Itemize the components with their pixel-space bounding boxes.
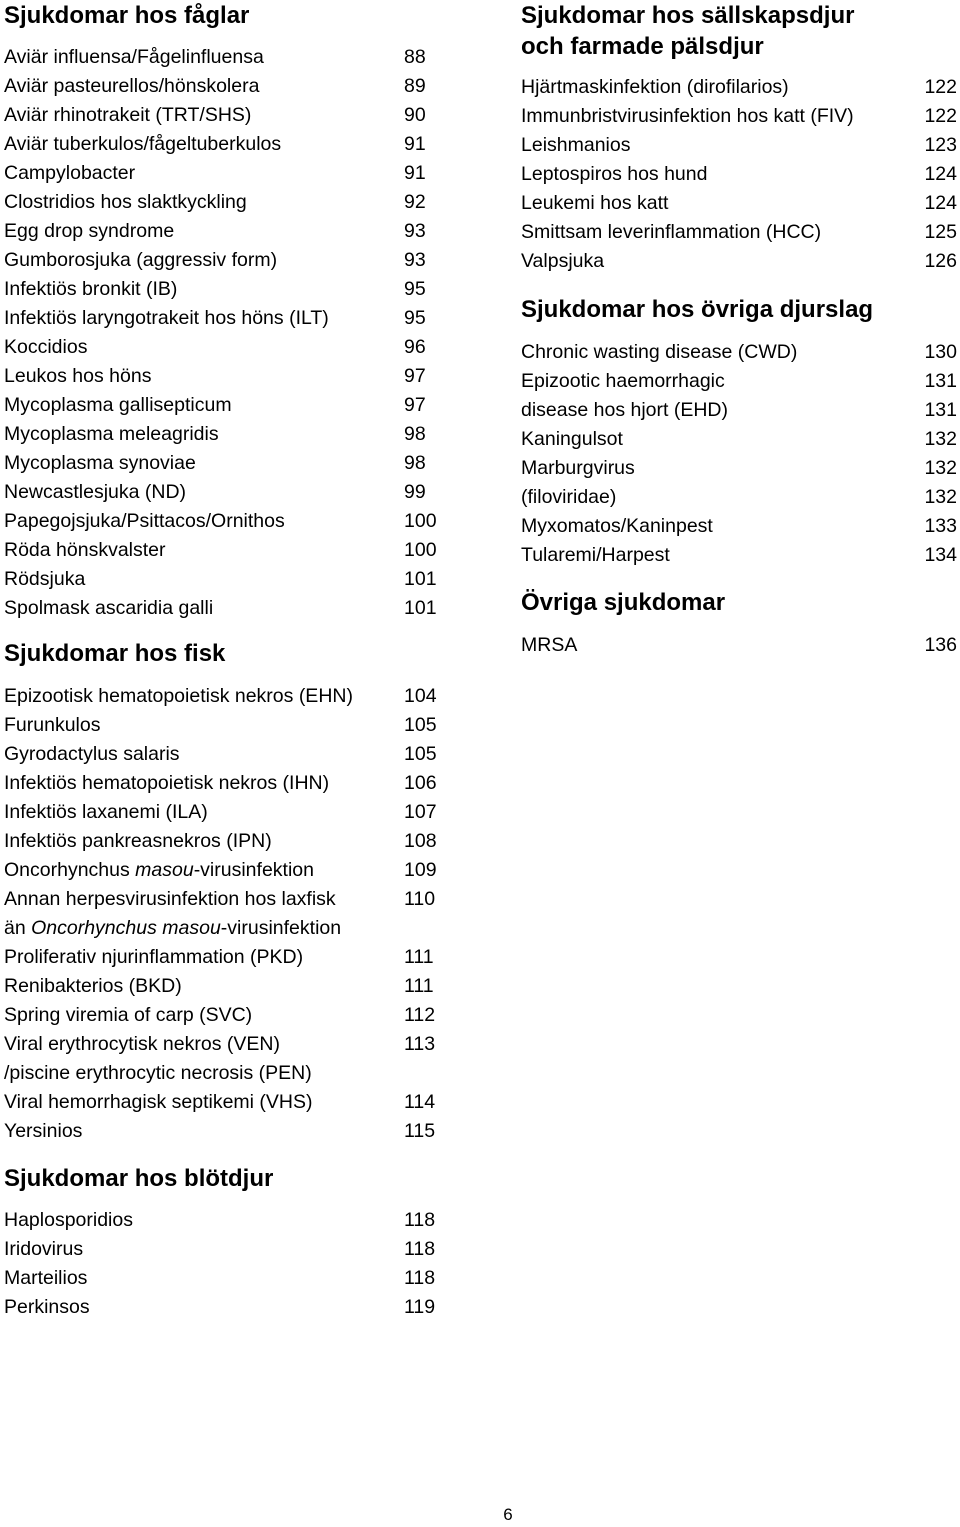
section-title-sjukdomar-hos-ovriga-djurslag: Sjukdomar hos övriga djurslag [521,296,874,323]
toc-entry-title: Infektiös pankreasnekros (IPN) [4,830,272,852]
toc-entry-page: 124 [924,163,957,185]
toc-entry-page: 91 [404,133,426,155]
toc-entry [521,631,960,660]
toc-entry [4,188,444,217]
toc-entry-page: 119 [404,1296,436,1318]
toc-entry-page: 122 [924,105,957,127]
toc-entry-title: Iridovirus [4,1238,84,1260]
toc-entry [4,449,444,478]
toc-entry-page: 91 [404,162,426,184]
toc-entry [521,247,960,276]
toc-entry-title: Haplosporidios [4,1209,133,1231]
section-title-ovriga-sjukdomar: Övriga sjukdomar [521,589,726,616]
toc-entry-title: Mycoplasma gallisepticum [4,394,232,416]
toc-entry-title: Annan herpesvirusinfektion hos laxfisk [4,888,336,910]
toc-entry-page: 133 [924,515,957,537]
toc-entry-page: 98 [404,423,426,445]
toc-entry-title: än Oncorhynchus masou-virusinfektion [4,917,342,939]
toc-entry [4,159,444,188]
toc-entry-title: Marburgvirus [521,457,635,479]
toc-entry-page: 97 [404,394,426,416]
toc-entry [4,420,444,449]
toc-entry [521,102,960,131]
toc-entry-page: 104 [404,685,437,707]
toc-entry-title: MRSA [521,634,578,656]
toc-entry-title: Papegojsjuka/Psittacos/Ornithos [4,510,285,532]
toc-entry [4,565,444,594]
toc-entry-page: 99 [404,481,426,503]
toc-entry [521,160,960,189]
toc-entry [4,1001,444,1030]
toc-entry-page: 123 [924,134,957,156]
toc-entry [521,396,960,425]
toc-entry-page: 115 [404,1120,436,1142]
toc-entry-title: Viral erythrocytisk nekros (VEN) [4,1033,280,1055]
toc-entry-page: 107 [404,801,437,823]
toc-entry-page: 132 [924,486,957,508]
toc-entry-page: 109 [404,859,437,881]
toc-entry [4,972,444,1001]
toc-entry [4,101,444,130]
toc-entry-page: 105 [404,743,437,765]
toc-entry-title: Perkinsos [4,1296,90,1318]
toc-entry-title: Chronic wasting disease (CWD) [521,341,798,363]
toc-entry-page: 131 [924,399,957,421]
toc-entry-page: 108 [404,830,437,852]
toc-entry-title: Oncorhynchus masou-virusinfektion [4,859,314,881]
toc-entry [521,73,960,102]
toc-entry-page: 131 [924,370,957,392]
page-number: 6 [503,1505,513,1524]
toc-entry-title: Leptospiros hos hund [521,163,708,185]
toc-entry-title: Smittsam leverinflammation (HCC) [521,221,822,243]
toc-entry-title: Spring viremia of carp (SVC) [4,1004,253,1026]
toc-entry [521,454,960,483]
toc-entry [4,246,444,275]
toc-entry-title: Epizootic haemorrhagic [521,370,725,392]
toc-entry-title: Aviär influensa/Fågelinfluensa [4,46,264,68]
toc-entry-page: 111 [404,975,434,997]
toc-entry-page: 124 [924,192,957,214]
toc-entry-title: Rödsjuka [4,568,86,590]
toc-entry [4,827,444,856]
toc-entry-page: 90 [404,104,426,126]
toc-entry [4,1030,444,1059]
toc-entry [4,72,444,101]
toc-entry-page: 106 [404,772,437,794]
toc-entry-title: Aviär rhinotrakeit (TRT/SHS) [4,104,252,126]
toc-entry-title: Infektiös laryngotrakeit hos höns (ILT) [4,307,329,329]
toc-entry-title: Yersinios [4,1120,83,1142]
toc-entry [4,711,444,740]
toc-entry-title: disease hos hjort (EHD) [521,399,728,421]
toc-entry [521,483,960,512]
toc-entry-page: 101 [404,597,437,619]
toc-entry [4,1206,444,1235]
toc-entry-title: Epizootisk hematopoietisk nekros (EHN) [4,685,353,707]
toc-entry-title: Leishmanios [521,134,631,156]
toc-entry [4,391,444,420]
toc-entry-page: 89 [404,75,426,97]
toc-entry-title: Mycoplasma meleagridis [4,423,219,445]
toc-entry-page: 113 [404,1033,436,1055]
toc-entry-title: Furunkulos [4,714,101,736]
toc-entry [4,885,444,914]
toc-entry [4,536,444,565]
toc-entry-page: 132 [924,428,957,450]
toc-entry-title: Clostridios hos slaktkyckling [4,191,247,213]
toc-entry-page: 126 [924,250,957,272]
toc-entry-title: Viral hemorrhagisk septikemi (VHS) [4,1091,313,1113]
toc-entry [4,740,444,769]
toc-entry-page: 122 [924,76,957,98]
toc-entry-title: Infektiös laxanemi (ILA) [4,801,208,823]
toc-entry-page: 101 [404,568,437,590]
toc-entry [4,682,444,711]
toc-entry [4,507,444,536]
toc-entry-title: Myxomatos/Kaninpest [521,515,713,537]
toc-entry [521,338,960,367]
toc-entry [521,131,960,160]
toc-entry-title: Gyrodactylus salaris [4,743,180,765]
toc-entry [4,478,444,507]
toc-entry-title: Kaningulsot [521,428,623,450]
toc-entry-title: Marteilios [4,1267,88,1289]
toc-entry [521,367,960,396]
toc-entry-title: Koccidios [4,336,88,358]
toc-entry-page: 95 [404,278,426,300]
toc-entry-title: /piscine erythrocytic necrosis (PEN) [4,1062,312,1084]
toc-entry [4,217,444,246]
toc-entry [521,541,960,570]
toc-entry [4,856,444,885]
toc-entry [521,218,960,247]
toc-entry-page: 98 [404,452,426,474]
toc-entry [4,333,444,362]
toc-entry [4,43,444,72]
toc-entry [4,769,444,798]
toc-entry-title: Tularemi/Harpest [521,544,670,566]
toc-entry-title: Aviär tuberkulos/fågeltuberkulos [4,133,282,155]
toc-entry-title: Infektiös bronkit (IB) [4,278,178,300]
toc-entry [4,130,444,159]
toc-entry-page: 100 [404,510,437,532]
toc-entry-page: 97 [404,365,426,387]
toc-entry-title: Renibakterios (BKD) [4,975,182,997]
toc-entry-page: 100 [404,539,437,561]
toc-entry [4,1293,444,1322]
toc-entry-title: Röda hönskvalster [4,539,166,561]
toc-entry-title: Proliferativ njurinflammation (PKD) [4,946,304,968]
toc-entry-page: 125 [924,221,957,243]
toc-entry-title: Newcastlesjuka (ND) [4,481,187,503]
toc-entry-page: 130 [924,341,957,363]
toc-entry-title: Valpsjuka [521,250,605,272]
toc-entry-title: Aviär pasteurellos/hönskolera [4,75,260,97]
toc-entry [4,594,444,623]
toc-entry [4,1059,444,1088]
toc-entry [4,1117,444,1146]
toc-entry-page: 118 [404,1238,436,1260]
section-title-sjukdomar-hos-blotdjur: Sjukdomar hos blötdjur [4,1165,274,1192]
toc-entry-title: Campylobacter [4,162,136,184]
toc-entry-page: 118 [404,1267,436,1289]
toc-entry [4,798,444,827]
toc-entry-page: 114 [404,1091,436,1113]
toc-entry-page: 134 [924,544,957,566]
toc-entry [4,1264,444,1293]
toc-entry [4,304,444,333]
toc-entry-title: Infektiös hematopoietisk nekros (IHN) [4,772,330,794]
section-title-sjukdomar-hos-faglar: Sjukdomar hos fåglar [4,2,250,29]
toc-entry [4,943,444,972]
toc-entry [4,362,444,391]
toc-entry [521,512,960,541]
toc-entry [521,425,960,454]
toc-entry [4,1088,444,1117]
toc-entry-title: Gumborosjuka (aggressiv form) [4,249,278,271]
toc-entry-title: Egg drop syndrome [4,220,175,242]
toc-entry-page: 96 [404,336,426,358]
toc-entry [4,1235,444,1264]
toc-entry-page: 136 [924,634,957,656]
toc-entry-page: 92 [404,191,426,213]
toc-entry-page: 111 [404,946,434,968]
section-title-sjukdomar-hos-sallskapsdjur-och-farmade-palsdjur: Sjukdomar hos sällskapsdjur och farmade pälsdjur [521,2,855,60]
toc-entry-title: Spolmask ascaridia galli [4,597,214,619]
toc-entry-page: 118 [404,1209,436,1231]
toc-entry-title: Leukemi hos katt [521,192,669,214]
toc-entry-title: Leukos hos höns [4,365,152,387]
toc-entry-page: 110 [404,888,436,910]
toc-entry-title: Immunbristvirusinfektion hos katt (FIV) [521,105,854,127]
toc-entry-page: 88 [404,46,426,68]
section-title-sjukdomar-hos-fisk: Sjukdomar hos fisk [4,640,226,667]
toc-entry-page: 93 [404,220,426,242]
toc-entry [521,189,960,218]
toc-entry-page: 93 [404,249,426,271]
toc-entry-page: 132 [924,457,957,479]
toc-entry [4,914,444,943]
toc-entry-page: 112 [404,1004,436,1026]
toc-entry-title: (filoviridae) [521,486,617,508]
toc-entry-title: Hjärtmaskinfektion (dirofilarios) [521,76,789,98]
toc-entry [4,275,444,304]
toc-entry-page: 105 [404,714,437,736]
toc-entry-title: Mycoplasma synoviae [4,452,196,474]
toc-entry-page: 95 [404,307,426,329]
